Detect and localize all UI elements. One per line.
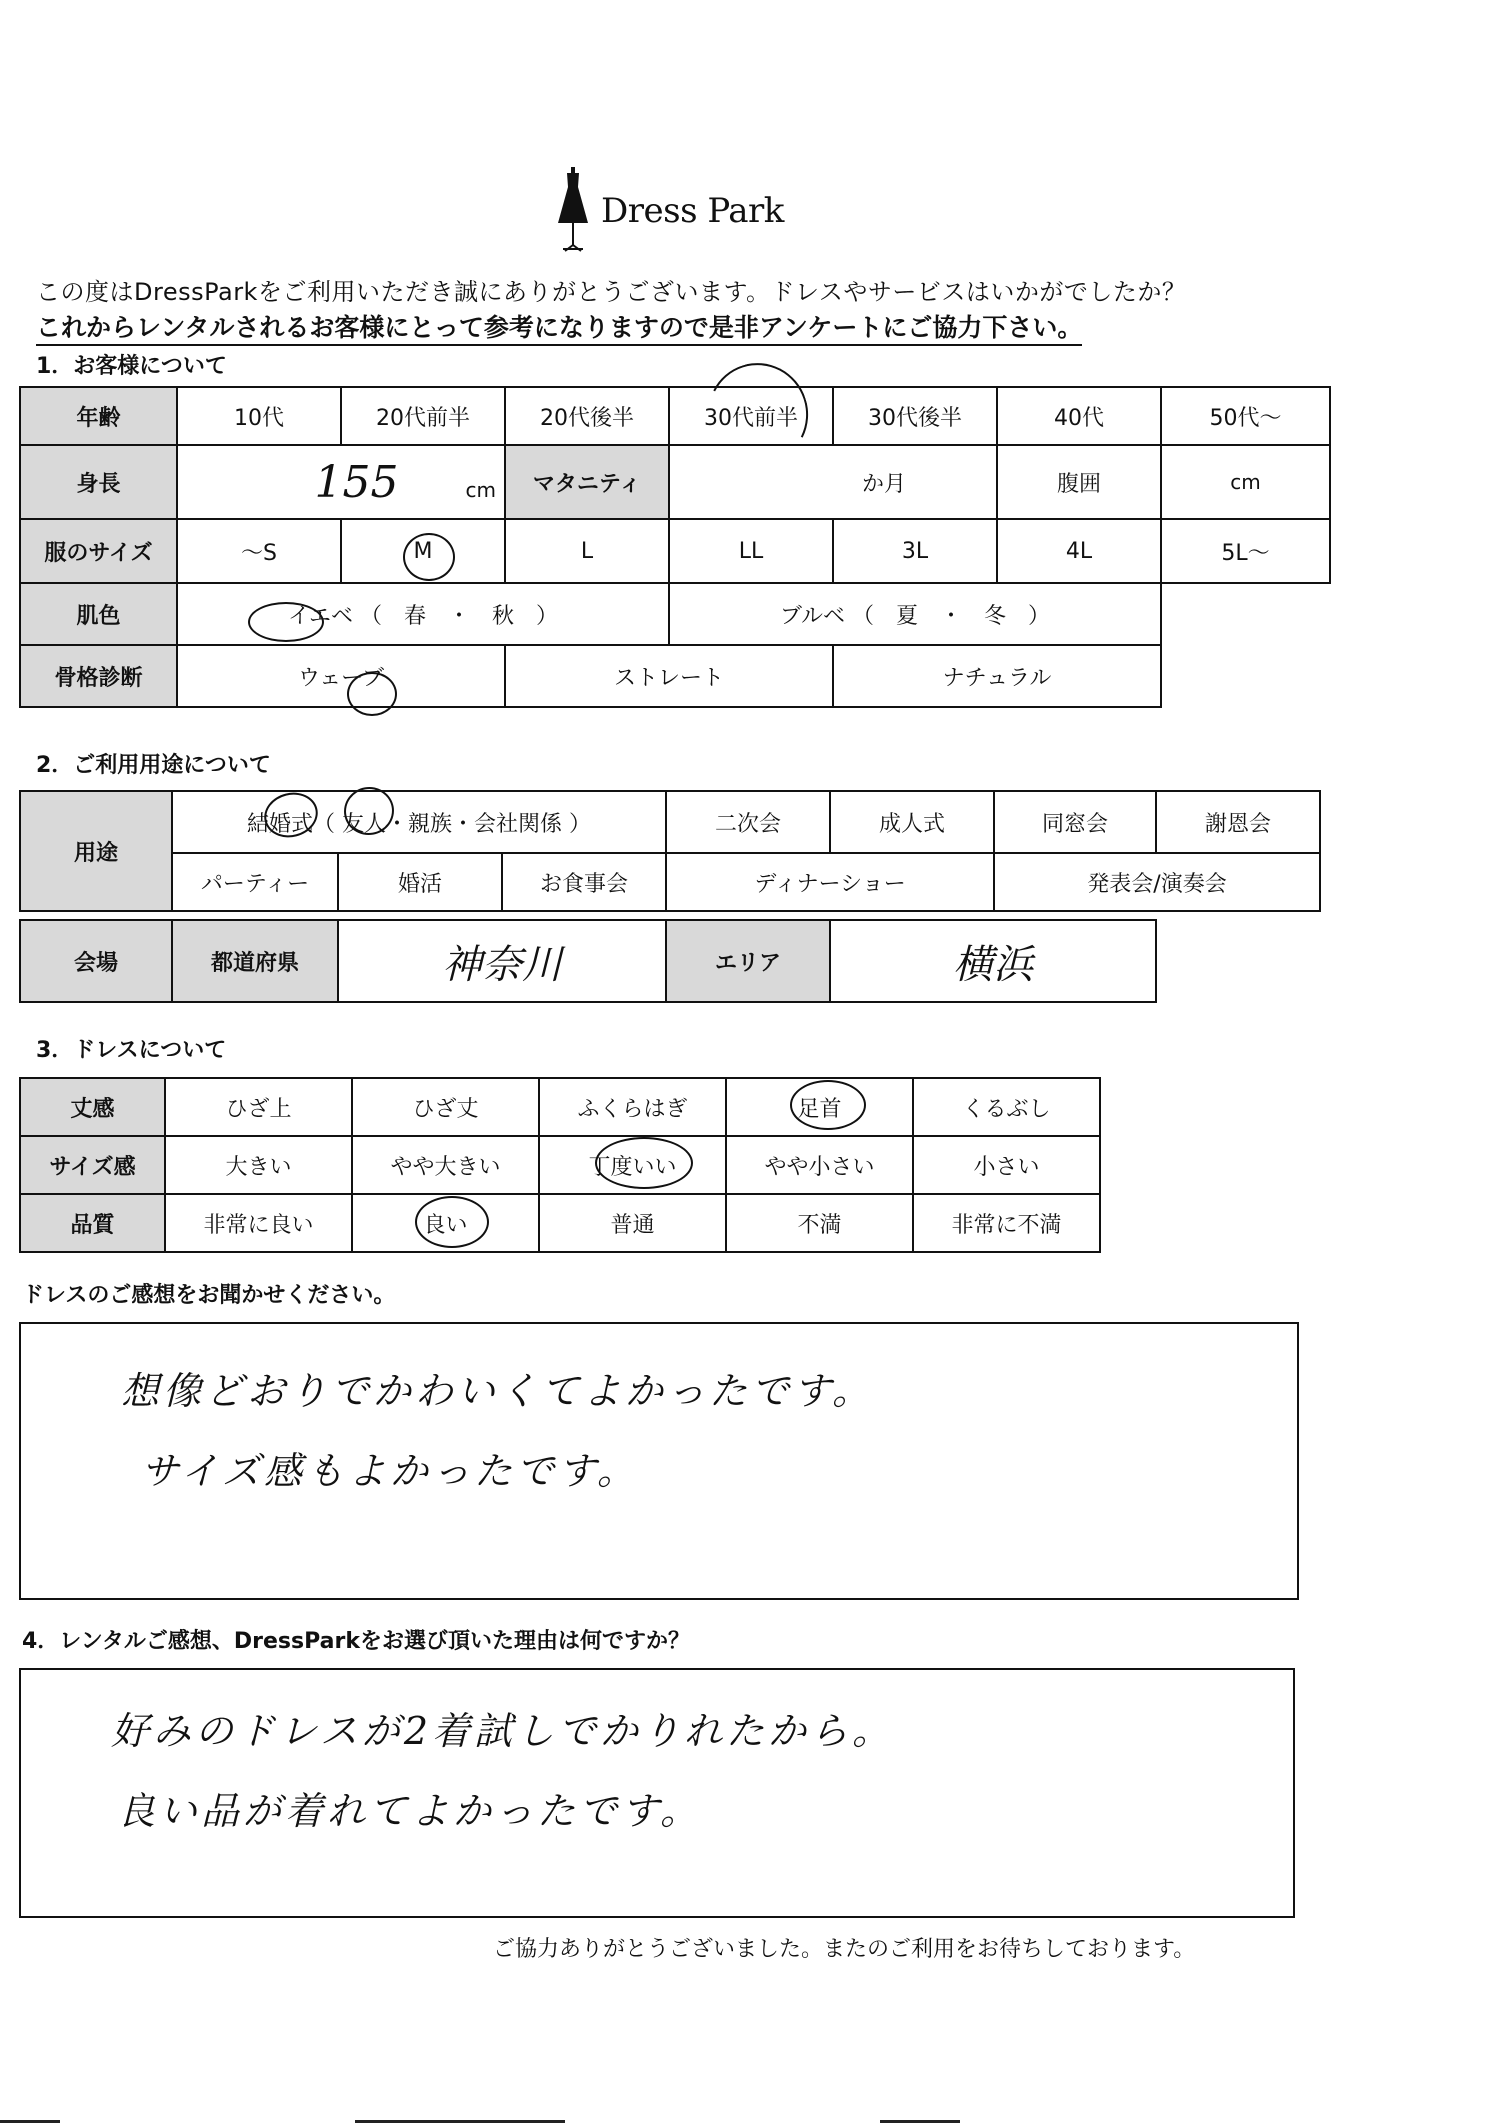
fit-label: サイズ感 bbox=[20, 1136, 165, 1194]
length-label: 丈感 bbox=[20, 1078, 165, 1136]
age-option[interactable]: 30代後半 bbox=[833, 387, 997, 445]
months-field[interactable]: か月 bbox=[669, 445, 997, 519]
intro-request: これからレンタルされるお客様にとって参考になりますので是非アンケートにご協力下さい。 bbox=[36, 308, 1082, 344]
fit-option[interactable]: やや大きい bbox=[352, 1136, 539, 1194]
area-value[interactable]: 横浜 bbox=[830, 920, 1156, 1002]
quality-row bbox=[20, 1194, 1100, 1252]
customer-table bbox=[19, 386, 1331, 708]
purpose-option[interactable]: ディナーショー bbox=[666, 853, 994, 911]
quality-option-selected[interactable]: 良い bbox=[352, 1194, 539, 1252]
purpose-row-1 bbox=[20, 791, 1320, 853]
age-option[interactable]: 50代～ bbox=[1161, 387, 1330, 445]
impressions-line: サイズ感もよかったです。 bbox=[141, 1449, 639, 1493]
height-unit: cm bbox=[465, 477, 496, 502]
height-row bbox=[20, 445, 1330, 519]
height-label: 身長 bbox=[20, 445, 177, 519]
purpose-option[interactable]: 発表会/演奏会 bbox=[994, 853, 1320, 911]
logo-text: Dress Park bbox=[601, 191, 784, 231]
size-option[interactable]: ～S bbox=[177, 519, 341, 583]
prefecture-label: 都道府県 bbox=[172, 920, 338, 1002]
venue-table bbox=[19, 919, 1157, 1003]
purpose-option[interactable]: パーティー bbox=[172, 853, 338, 911]
skin-yellow-option[interactable] bbox=[177, 583, 669, 645]
age-option-selected[interactable]: 30代前半 bbox=[669, 387, 833, 445]
age-option[interactable]: 10代 bbox=[177, 387, 341, 445]
reason-box[interactable] bbox=[19, 1668, 1295, 1918]
impressions-box[interactable] bbox=[19, 1322, 1299, 1600]
section4-title: 4．レンタルご感想、DressParkをお選び頂いた理由は何ですか？ bbox=[22, 1629, 690, 1654]
fit-option-selected[interactable]: 丁度いい bbox=[539, 1136, 726, 1194]
frame-label: 骨格診断 bbox=[20, 645, 177, 707]
scan-artifact bbox=[0, 2120, 60, 2123]
quality-option[interactable]: 非常に良い bbox=[165, 1194, 352, 1252]
quality-option[interactable]: 非常に不満 bbox=[913, 1194, 1100, 1252]
age-label: 年齢 bbox=[20, 387, 177, 445]
purpose-table bbox=[19, 790, 1321, 912]
scan-artifact bbox=[355, 2120, 565, 2123]
purpose-option[interactable]: 同窓会 bbox=[994, 791, 1156, 853]
footer-text: ご協力ありがとうございました。またのご利用をお待ちしております。 bbox=[493, 1937, 1196, 1962]
belly-unit: cm bbox=[1230, 469, 1261, 494]
age-option[interactable]: 20代前半 bbox=[341, 387, 505, 445]
venue-label: 会場 bbox=[20, 920, 172, 1002]
fit-option[interactable]: やや小さい bbox=[726, 1136, 913, 1194]
skin-label: 肌色 bbox=[20, 583, 177, 645]
purpose-option[interactable]: お食事会 bbox=[502, 853, 666, 911]
reason-line: 良い品が着れてよかったです。 bbox=[117, 1789, 702, 1833]
purpose-wedding-selected[interactable]: 結婚式（ 友人・親族・会社関係 ） bbox=[172, 791, 666, 853]
age-option[interactable]: 40代 bbox=[997, 387, 1161, 445]
age-option[interactable]: 20代後半 bbox=[505, 387, 669, 445]
fit-row bbox=[20, 1136, 1100, 1194]
purpose-label: 用途 bbox=[20, 791, 172, 911]
purpose-option[interactable]: 婚活 bbox=[338, 853, 502, 911]
skin-yellow-label: イエベ bbox=[287, 603, 354, 629]
size-option[interactable]: LL bbox=[669, 519, 833, 583]
skin-row bbox=[20, 583, 1330, 645]
length-option[interactable]: ひざ上 bbox=[165, 1078, 352, 1136]
belly-label: 腹囲 bbox=[997, 445, 1161, 519]
quality-option[interactable]: 普通 bbox=[539, 1194, 726, 1252]
size-option[interactable]: 4L bbox=[997, 519, 1161, 583]
size-option[interactable]: L bbox=[505, 519, 669, 583]
section3-title: 3．ドレスについて bbox=[36, 1038, 227, 1063]
skin-blue-label: ブルベ bbox=[779, 603, 846, 629]
section2-title: 2．ご利用用途について bbox=[36, 753, 271, 778]
section1-title: 1．お客様について bbox=[36, 354, 227, 379]
frame-option[interactable]: ナチュラル bbox=[833, 645, 1161, 707]
frame-option-selected[interactable]: ウェーブ bbox=[177, 645, 505, 707]
scan-artifact bbox=[880, 2120, 960, 2123]
purpose-option[interactable]: 謝恩会 bbox=[1156, 791, 1320, 853]
fit-option[interactable]: 小さい bbox=[913, 1136, 1100, 1194]
size-row bbox=[20, 519, 1330, 583]
length-row bbox=[20, 1078, 1100, 1136]
frame-row bbox=[20, 645, 1330, 707]
impressions-line: 想像どおりでかわいくてよかったです。 bbox=[121, 1369, 874, 1413]
venue-row bbox=[20, 920, 1156, 1002]
dress-icon bbox=[555, 165, 591, 255]
height-field[interactable] bbox=[177, 445, 505, 519]
frame-option[interactable]: ストレート bbox=[505, 645, 833, 707]
age-row bbox=[20, 387, 1330, 445]
maternity-label: マタニティ bbox=[505, 445, 669, 519]
size-label: 服のサイズ bbox=[20, 519, 177, 583]
fit-option[interactable]: 大きい bbox=[165, 1136, 352, 1194]
reason-line: 好みのドレスが2着試しでかりれたから。 bbox=[111, 1709, 895, 1753]
skin-blue-seasons: （ 夏 ・ 冬 ） bbox=[852, 603, 1051, 629]
skin-blue-option[interactable] bbox=[669, 583, 1161, 645]
dresspark-logo bbox=[555, 165, 815, 255]
length-option[interactable]: ふくらはぎ bbox=[539, 1078, 726, 1136]
length-option[interactable]: くるぶし bbox=[913, 1078, 1100, 1136]
quality-label: 品質 bbox=[20, 1194, 165, 1252]
area-label: エリア bbox=[666, 920, 830, 1002]
dress-table bbox=[19, 1077, 1101, 1253]
size-option[interactable]: 3L bbox=[833, 519, 997, 583]
purpose-option[interactable]: 二次会 bbox=[666, 791, 830, 853]
intro-text: この度はDressParkをご利用いただき誠にありがとうございます。ドレスやサービスはいかがでしたか？ bbox=[36, 278, 1187, 306]
size-option[interactable]: 5L～ bbox=[1161, 519, 1330, 583]
quality-option[interactable]: 不満 bbox=[726, 1194, 913, 1252]
purpose-option[interactable]: 成人式 bbox=[830, 791, 994, 853]
skin-yellow-seasons: （ 春 ・ 秋 ） bbox=[360, 603, 559, 629]
size-option-selected[interactable]: M bbox=[341, 519, 505, 583]
prefecture-value[interactable]: 神奈川 bbox=[338, 920, 666, 1002]
length-option[interactable]: ひざ丈 bbox=[352, 1078, 539, 1136]
impressions-title: ドレスのご感想をお聞かせください。 bbox=[22, 1283, 396, 1308]
purpose-row-2 bbox=[20, 853, 1320, 911]
length-option-selected[interactable]: 足首 bbox=[726, 1078, 913, 1136]
belly-field[interactable] bbox=[1161, 445, 1330, 519]
height-value: 155 bbox=[314, 456, 399, 508]
